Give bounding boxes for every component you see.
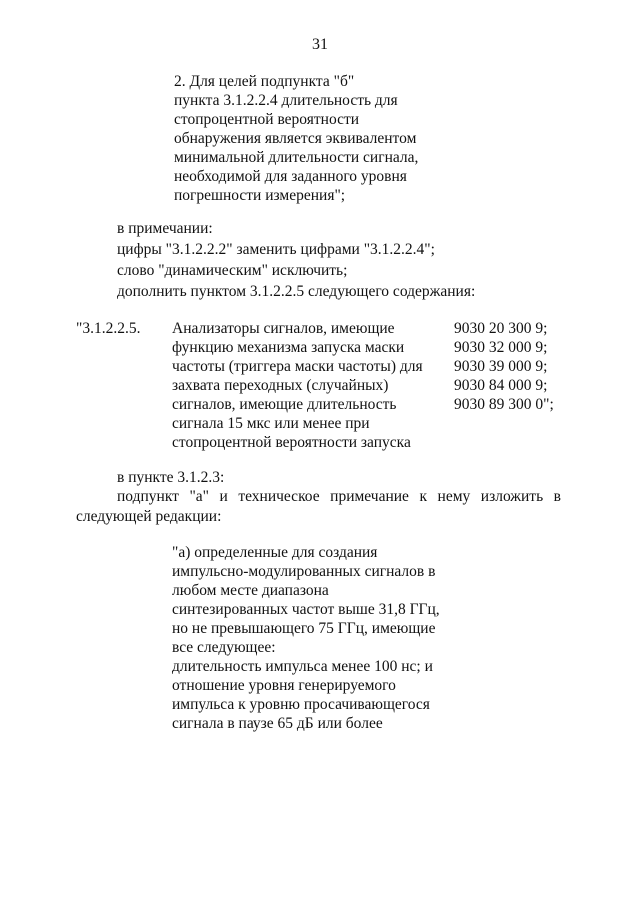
instruction-continuation: следующей редакции: bbox=[76, 508, 222, 525]
text-line: обнаружения является эквивалентом bbox=[174, 130, 417, 147]
text-line: частоты (триггера маски частоты) для bbox=[172, 358, 423, 375]
text-line: сигнала в паузе 65 дБ или более bbox=[172, 715, 383, 732]
note-quote-block bbox=[174, 72, 418, 205]
text-line: минимальной длительности сигнала, bbox=[174, 149, 419, 166]
text-line: импульсно-модулированных сигналов в bbox=[172, 563, 436, 580]
text-line: синтезированных частот выше 31,8 ГГц, bbox=[172, 601, 440, 618]
commodity-codes bbox=[454, 319, 554, 414]
text-line: длительность импульса менее 100 нс; и bbox=[172, 658, 433, 675]
text-line: стопроцентной вероятности bbox=[174, 111, 360, 128]
text-line: дополнить пунктом 3.1.2.2.5 следующего содержания: bbox=[117, 283, 476, 300]
text-line: сигнала 15 мкс или менее при bbox=[172, 415, 370, 432]
item-description bbox=[172, 319, 423, 452]
text-line: стопроцентной вероятности запуска bbox=[172, 434, 411, 451]
text-line: пункта 3.1.2.2.4 длительность для bbox=[174, 92, 398, 109]
code-line: 9030 32 000 9; bbox=[454, 339, 548, 356]
code-line: 9030 84 000 9; bbox=[454, 377, 548, 394]
text-line: но не превышающего 75 ГГц, имеющие bbox=[172, 620, 436, 637]
text-line: слово "динамическим" исключить; bbox=[117, 262, 348, 279]
text-line: 2. Для целей подпункта "б" bbox=[174, 73, 355, 90]
text-line: все следующее: bbox=[172, 639, 276, 656]
text-line: погрешности измерения"; bbox=[174, 187, 346, 204]
text-line: "а) определенные для создания bbox=[172, 544, 378, 561]
new-text-block bbox=[172, 543, 440, 733]
text-line: необходимой для заданного уровня bbox=[174, 168, 407, 185]
text-line: сигналов, имеющие длительность bbox=[172, 396, 397, 413]
text-line: отношение уровня генерируемого bbox=[172, 677, 396, 694]
code-line: 9030 89 300 0"; bbox=[454, 396, 554, 413]
text-line: Анализаторы сигналов, имеющие bbox=[172, 320, 395, 337]
text-line: в примечании: bbox=[117, 220, 213, 237]
section-reference: в пункте 3.1.2.3: bbox=[117, 469, 225, 486]
amendment-lines bbox=[117, 218, 475, 302]
text-line: любом месте диапазона bbox=[172, 582, 329, 599]
text-line: цифры "3.1.2.2.2" заменить цифрами "3.1.2.2.4"; bbox=[117, 241, 435, 258]
text-line: функцию механизма запуска маски bbox=[172, 339, 405, 356]
page-number: 31 bbox=[312, 36, 328, 53]
text-line: захвата переходных (случайных) bbox=[172, 377, 389, 394]
code-line: 9030 39 000 9; bbox=[454, 358, 548, 375]
item-number: "3.1.2.2.5. bbox=[76, 320, 141, 337]
code-line: 9030 20 300 9; bbox=[454, 320, 548, 337]
text-line: импульса к уровню просачивающегося bbox=[172, 696, 430, 713]
instruction-line: подпункт "а" и техническое примечание к нему изложить в bbox=[117, 488, 561, 505]
